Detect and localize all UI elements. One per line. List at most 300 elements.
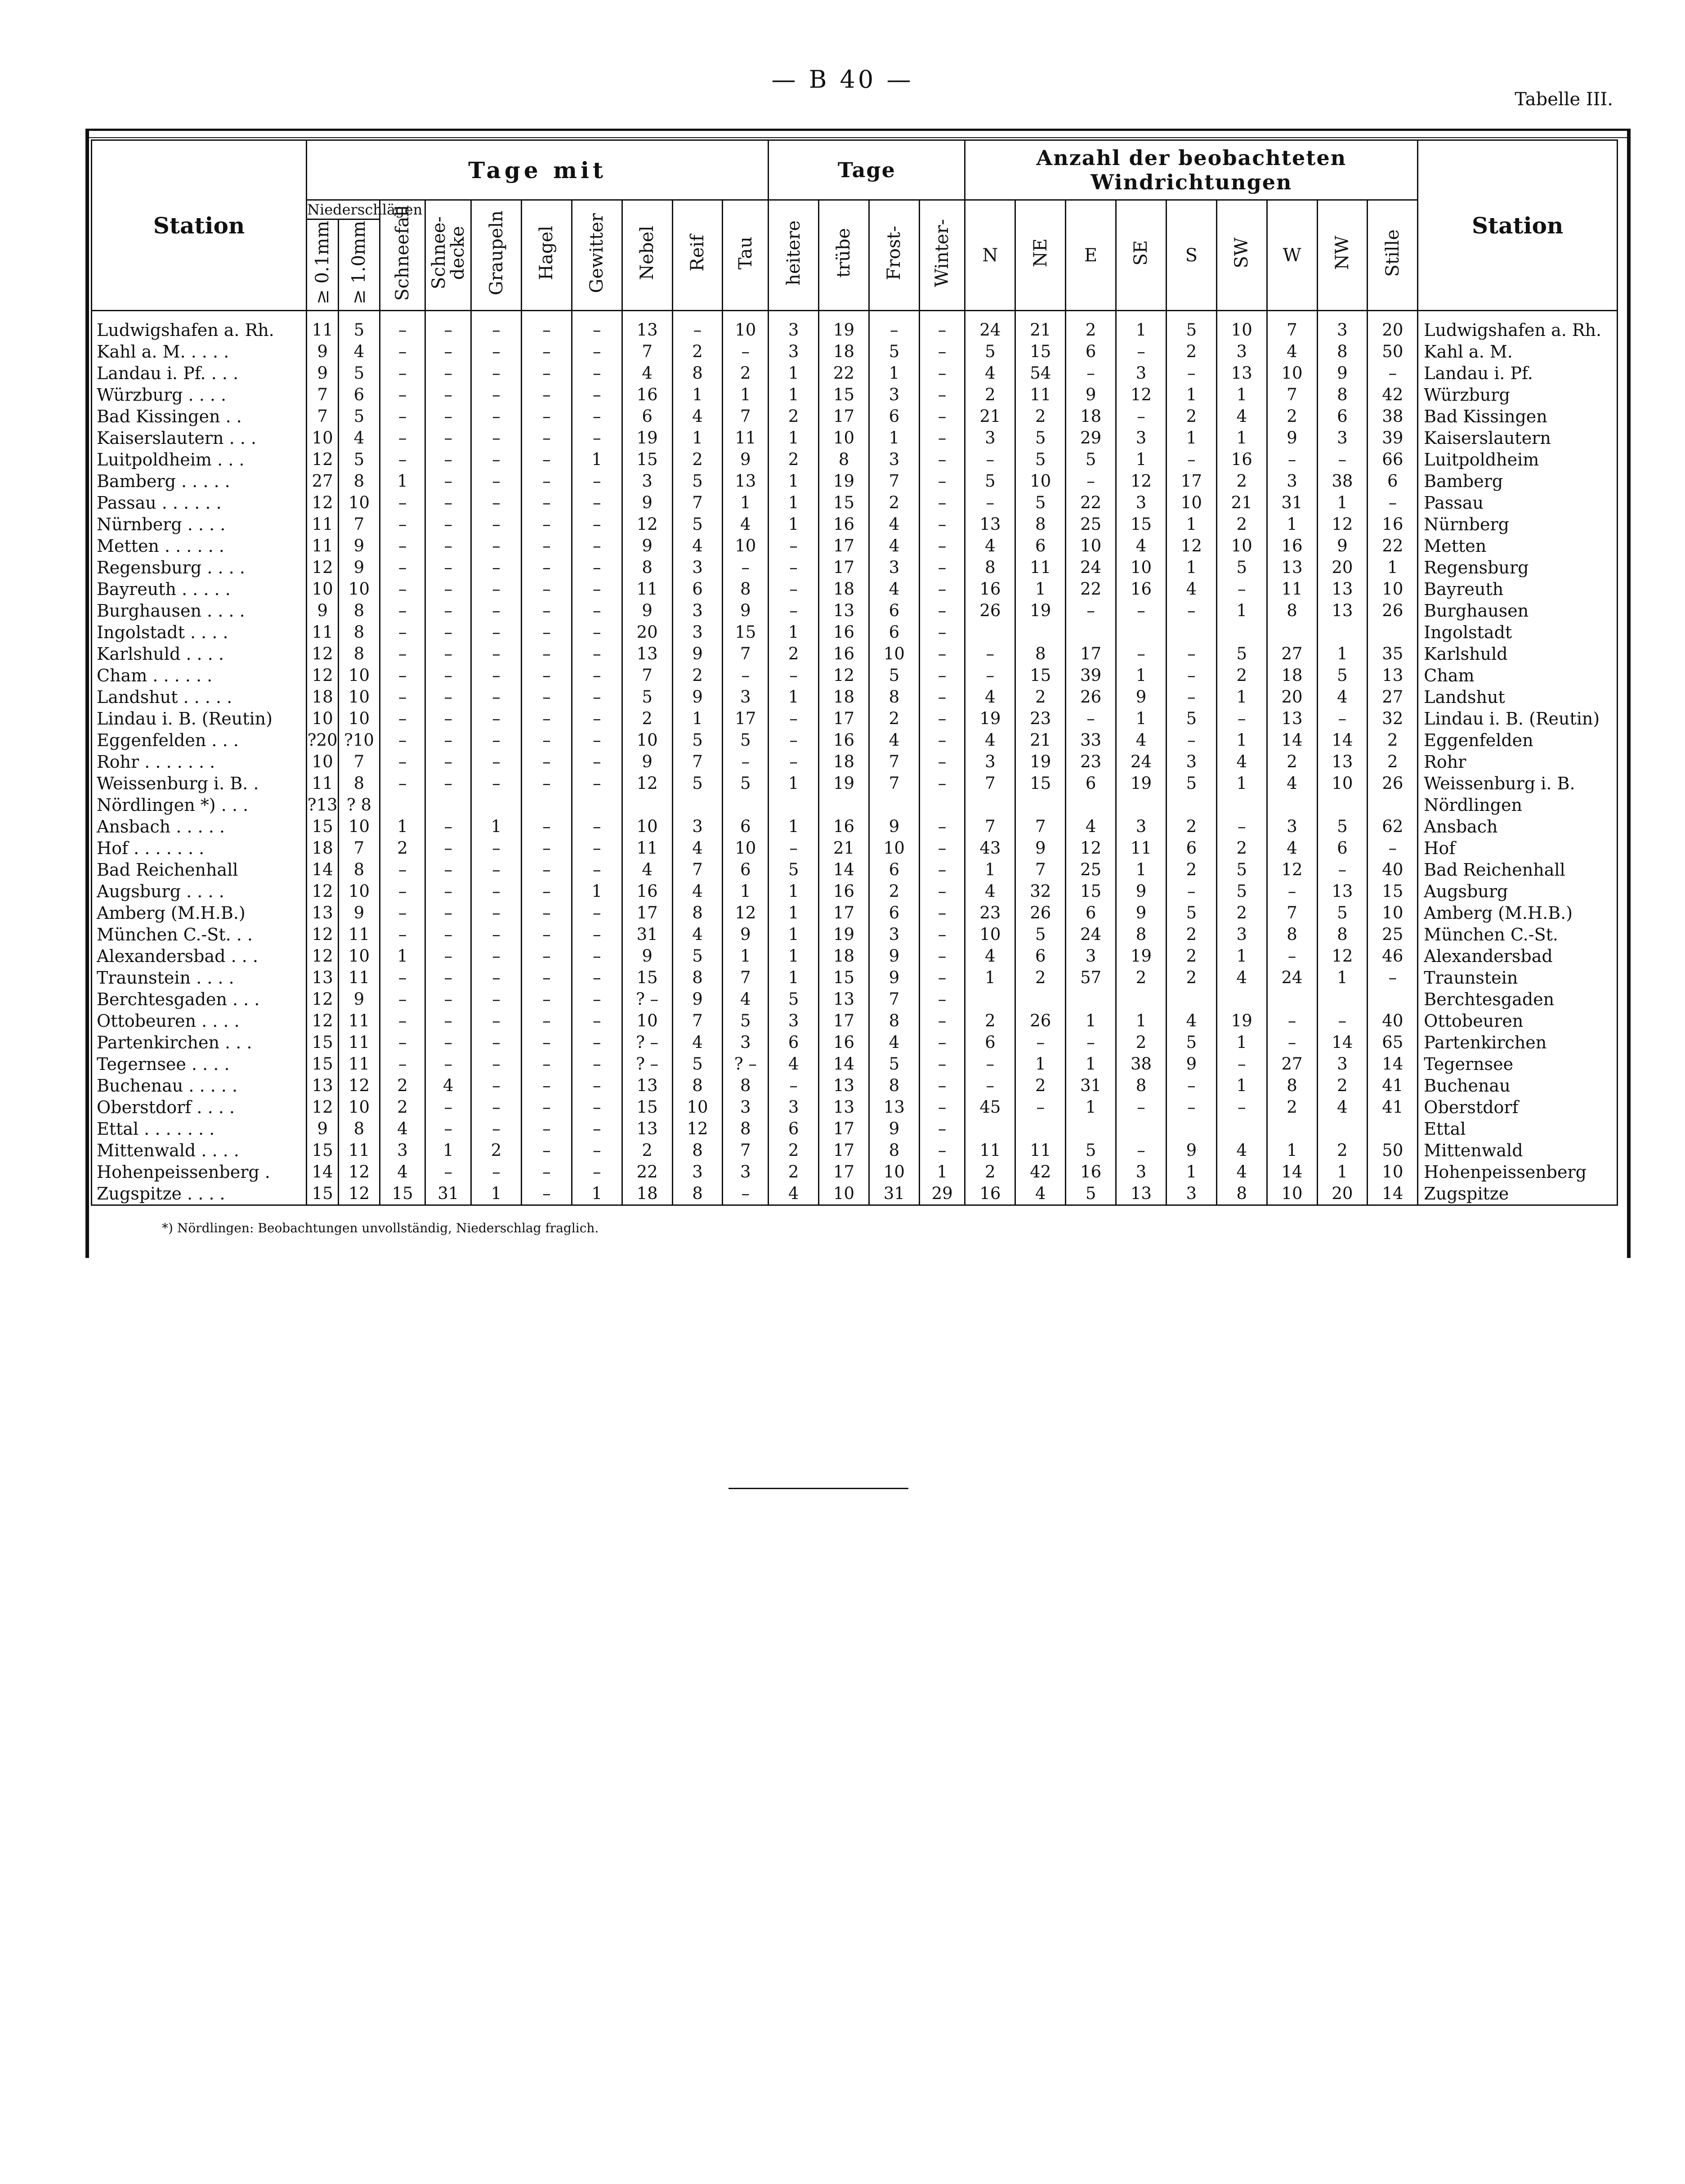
table-cell: 10 — [1368, 902, 1418, 924]
table-cell: 12 — [307, 665, 339, 686]
table-cell: 5 — [672, 470, 723, 492]
table-cell: 16 — [965, 1183, 1015, 1205]
table-cell: 9 — [622, 492, 672, 514]
table-cell: – — [1368, 363, 1418, 384]
table-cell: 11 — [622, 837, 672, 859]
table-cell: 5 — [769, 989, 819, 1010]
table-cell: 4 — [672, 924, 723, 945]
table-cell: 1 — [471, 816, 522, 837]
table-cell: 4 — [965, 535, 1015, 557]
table-cell: 13 — [723, 470, 769, 492]
table-row — [92, 665, 1618, 686]
table-cell: 4 — [339, 341, 380, 363]
table-cell: 18 — [307, 686, 339, 708]
table-cell: 8 — [672, 967, 723, 989]
station-name: Ludwigshafen a. Rh. — [92, 311, 307, 341]
table-cell: 26 — [1368, 600, 1418, 622]
table-cell: 3 — [672, 600, 723, 622]
table-cell: 2 — [380, 1075, 425, 1096]
table-cell: 9 — [622, 600, 672, 622]
table-cell: – — [1317, 449, 1368, 470]
table-cell: 10 — [1368, 578, 1418, 600]
table-cell: – — [572, 837, 622, 859]
table-cell: 9 — [307, 341, 339, 363]
table-cell: – — [521, 773, 572, 794]
table-cell: 6 — [622, 406, 672, 427]
table-cell: 16 — [622, 384, 672, 406]
table-cell: – — [521, 837, 572, 859]
table-cell: 12 — [622, 514, 672, 535]
table-cell: – — [723, 557, 769, 578]
table-cell: 7 — [723, 1140, 769, 1161]
table-cell: 4 — [1216, 1161, 1267, 1183]
table-cell: 4 — [965, 729, 1015, 751]
table-cell: 1 — [1216, 945, 1267, 967]
table-cell: 12 — [307, 881, 339, 902]
station-name-right: Passau — [1418, 492, 1618, 514]
col-header-nebel: Nebel — [622, 200, 672, 311]
table-cell: 15 — [622, 449, 672, 470]
table-cell: 6 — [769, 1118, 819, 1140]
table-cell: 8 — [339, 643, 380, 665]
table-row — [92, 945, 1618, 967]
table-cell: 21 — [1015, 729, 1066, 751]
table-cell: – — [672, 311, 723, 341]
table-cell: – — [471, 578, 522, 600]
table-cell: 25 — [1066, 514, 1116, 535]
table-cell: 8 — [1216, 1183, 1267, 1205]
table-cell: 25 — [1368, 924, 1418, 945]
table-cell: 4 — [1066, 816, 1116, 837]
col-header-winter: Winter- — [919, 200, 965, 311]
table-cell: 4 — [425, 1075, 471, 1096]
table-cell — [965, 622, 1015, 643]
table-cell: – — [380, 1010, 425, 1032]
table-cell: – — [425, 859, 471, 881]
table-cell: 7 — [1015, 859, 1066, 881]
table-cell: 2 — [380, 1096, 425, 1118]
table-cell: 5 — [869, 1053, 919, 1075]
table-cell: 12 — [307, 1010, 339, 1032]
table-cell: 4 — [622, 859, 672, 881]
table-cell: – — [919, 1053, 965, 1075]
table-cell: 10 — [307, 578, 339, 600]
table-cell: – — [425, 1161, 471, 1183]
table-cell: 7 — [339, 751, 380, 773]
table-cell: 5 — [769, 859, 819, 881]
table-cell: ? – — [622, 989, 672, 1010]
table-cell — [1015, 794, 1066, 816]
table-cell: 1 — [1166, 384, 1216, 406]
table-cell: 2 — [1317, 1075, 1368, 1096]
station-name-right: Rohr — [1418, 751, 1618, 773]
table-cell: 8 — [1267, 600, 1317, 622]
table-cell: – — [572, 514, 622, 535]
table-cell — [1066, 989, 1116, 1010]
table-cell: 9 — [622, 535, 672, 557]
table-cell: 1 — [769, 816, 819, 837]
table-cell: 7 — [622, 665, 672, 686]
table-cell: – — [471, 1161, 522, 1183]
table-cell: 22 — [622, 1161, 672, 1183]
table-cell: 2 — [723, 363, 769, 384]
table-cell: 40 — [1368, 1010, 1418, 1032]
station-name-right: Hohenpeissenberg — [1418, 1161, 1618, 1183]
table-cell: 9 — [723, 600, 769, 622]
table-cell: 1 — [1317, 1161, 1368, 1183]
table-cell: – — [1216, 816, 1267, 837]
table-cell: – — [919, 341, 965, 363]
table-cell: – — [919, 859, 965, 881]
table-cell: 11 — [307, 311, 339, 341]
table-cell: 9 — [1267, 427, 1317, 449]
station-name: Weissenburg i. B. . — [92, 773, 307, 794]
table-row — [92, 794, 1618, 816]
table-cell: 11 — [1015, 384, 1066, 406]
table-cell: 1 — [723, 945, 769, 967]
table-cell: 4 — [672, 406, 723, 427]
table-cell: – — [521, 600, 572, 622]
table-cell: – — [572, 600, 622, 622]
table-cell: 1 — [769, 924, 819, 945]
station-name: Oberstdorf . . . . — [92, 1096, 307, 1118]
table-cell: 4 — [1216, 751, 1267, 773]
table-cell: – — [471, 1118, 522, 1140]
table-cell: 11 — [723, 427, 769, 449]
station-name-right: Ludwigshafen a. Rh. — [1418, 311, 1618, 341]
table-cell: 2 — [622, 1140, 672, 1161]
table-cell: 27 — [1267, 643, 1317, 665]
table-cell: 9 — [1317, 363, 1368, 384]
table-cell: – — [572, 902, 622, 924]
table-row — [92, 622, 1618, 643]
table-cell: – — [380, 665, 425, 686]
table-cell: 2 — [1216, 902, 1267, 924]
table-cell: – — [521, 989, 572, 1010]
table-cell: 5 — [1066, 449, 1116, 470]
table-row — [92, 341, 1618, 363]
table-cell: 6 — [1368, 470, 1418, 492]
table-label: Tabelle III. — [1515, 89, 1613, 110]
table-cell: 8 — [1317, 341, 1368, 363]
table-cell: 32 — [1015, 881, 1066, 902]
station-name: Hohenpeissenberg . — [92, 1161, 307, 1183]
table-cell: – — [919, 816, 965, 837]
table-cell: – — [425, 816, 471, 837]
table-cell: – — [471, 643, 522, 665]
table-cell: 6 — [1066, 773, 1116, 794]
table-cell: – — [471, 945, 522, 967]
table-row — [92, 708, 1618, 729]
table-cell: – — [572, 773, 622, 794]
table-cell: – — [1066, 363, 1116, 384]
table-cell — [1368, 1118, 1418, 1140]
table-cell: – — [919, 643, 965, 665]
table-cell: 15 — [380, 1183, 425, 1205]
table-cell: – — [471, 1075, 522, 1096]
table-cell — [672, 794, 723, 816]
table-cell: 9 — [1116, 902, 1167, 924]
table-cell: 15 — [1015, 341, 1066, 363]
table-cell: 4 — [672, 535, 723, 557]
table-cell: 2 — [769, 643, 819, 665]
table-cell: 8 — [1267, 924, 1317, 945]
table-cell: 19 — [819, 924, 869, 945]
table-cell: – — [919, 1075, 965, 1096]
page-number: — B 40 — — [771, 65, 914, 94]
table-cell — [1166, 794, 1216, 816]
table-cell: – — [521, 492, 572, 514]
table-row — [92, 643, 1618, 665]
table-cell: 9 — [622, 751, 672, 773]
table-cell: 4 — [1267, 837, 1317, 859]
table-cell: – — [471, 751, 522, 773]
table-cell: 3 — [1216, 924, 1267, 945]
table-cell: 9 — [869, 967, 919, 989]
table-cell: 17 — [819, 535, 869, 557]
table-cell: 5 — [672, 729, 723, 751]
table-cell: – — [471, 535, 522, 557]
table-cell: 20 — [1317, 1183, 1368, 1205]
table-cell: 11 — [1116, 837, 1167, 859]
table-cell: – — [425, 881, 471, 902]
table-cell: 14 — [1368, 1053, 1418, 1075]
table-cell: – — [471, 406, 522, 427]
table-cell: 9 — [672, 643, 723, 665]
table-cell: 10 — [1216, 311, 1267, 341]
station-name-right: Karlshuld — [1418, 643, 1618, 665]
table-cell: 4 — [1317, 1096, 1368, 1118]
table-cell: 3 — [723, 1032, 769, 1053]
table-cell: 3 — [1166, 1183, 1216, 1205]
table-cell: 4 — [1216, 1140, 1267, 1161]
table-cell: 15 — [1116, 514, 1167, 535]
table-cell: – — [1166, 449, 1216, 470]
table-cell: 10 — [339, 708, 380, 729]
table-cell: 9 — [622, 945, 672, 967]
table-cell: – — [521, 470, 572, 492]
table-cell: 18 — [819, 578, 869, 600]
table-cell: – — [380, 902, 425, 924]
table-cell: 8 — [869, 1075, 919, 1096]
table-cell — [1368, 989, 1418, 1010]
table-cell: 16 — [819, 1032, 869, 1053]
table-cell: 9 — [339, 902, 380, 924]
table-cell: – — [471, 989, 522, 1010]
table-cell: – — [425, 751, 471, 773]
table-cell: 3 — [1116, 1161, 1167, 1183]
table-cell — [965, 794, 1015, 816]
table-cell: 15 — [307, 1032, 339, 1053]
table-cell: 4 — [869, 1032, 919, 1053]
table-cell: – — [769, 729, 819, 751]
station-name-right: Partenkirchen — [1418, 1032, 1618, 1053]
table-cell: 7 — [1267, 384, 1317, 406]
table-cell: 41 — [1368, 1075, 1418, 1096]
table-cell: – — [425, 622, 471, 643]
table-cell: – — [521, 1161, 572, 1183]
table-cell: 15 — [723, 622, 769, 643]
table-cell: 10 — [622, 816, 672, 837]
table-cell: 31 — [1267, 492, 1317, 514]
table-cell — [1116, 1118, 1167, 1140]
station-name: Rohr . . . . . . . — [92, 751, 307, 773]
table-cell: – — [425, 311, 471, 341]
table-cell: – — [965, 1075, 1015, 1096]
table-cell: – — [769, 557, 819, 578]
col-header-schneefall: Schneefall — [380, 200, 425, 311]
table-cell: 23 — [965, 902, 1015, 924]
table-cell: – — [521, 406, 572, 427]
table-cell: 8 — [1267, 1075, 1317, 1096]
table-cell: 4 — [1267, 773, 1317, 794]
table-cell: 13 — [965, 514, 1015, 535]
table-cell: – — [380, 535, 425, 557]
table-cell: – — [521, 816, 572, 837]
table-cell: 4 — [965, 686, 1015, 708]
table-cell: 16 — [1116, 578, 1167, 600]
table-cell: 13 — [1317, 600, 1368, 622]
table-cell: 4 — [723, 514, 769, 535]
table-cell: 11 — [307, 773, 339, 794]
table-cell: 17 — [1166, 470, 1216, 492]
table-cell: 62 — [1368, 816, 1418, 837]
station-name-right: Ottobeuren — [1418, 1010, 1618, 1032]
table-cell: – — [380, 557, 425, 578]
table-cell: 2 — [672, 341, 723, 363]
table-cell: 6 — [1066, 341, 1116, 363]
table-cell: 5 — [1015, 492, 1066, 514]
table-cell: 15 — [622, 967, 672, 989]
station-name: Luitpoldheim . . . — [92, 449, 307, 470]
table-cell: 9 — [723, 924, 769, 945]
table-row — [92, 1096, 1618, 1118]
table-cell: 17 — [819, 1161, 869, 1183]
table-row — [92, 729, 1618, 751]
col-header-w: W — [1267, 200, 1317, 311]
table-cell: – — [1317, 859, 1368, 881]
table-cell: 19 — [819, 311, 869, 341]
table-cell: 6 — [339, 384, 380, 406]
table-cell: 16 — [819, 514, 869, 535]
station-name: Amberg (M.H.B.) — [92, 902, 307, 924]
table-cell: 1 — [380, 945, 425, 967]
table-cell: 39 — [1066, 665, 1116, 686]
table-cell: 8 — [339, 622, 380, 643]
table-cell: 2 — [965, 1010, 1015, 1032]
table-cell: 16 — [819, 816, 869, 837]
table-cell: 7 — [622, 341, 672, 363]
station-name-right: Cham — [1418, 665, 1618, 686]
table-cell: 19 — [622, 427, 672, 449]
table-cell: 10 — [339, 492, 380, 514]
table-cell: 39 — [1368, 427, 1418, 449]
table-cell: – — [572, 924, 622, 945]
table-row — [92, 600, 1618, 622]
table-cell: 18 — [1066, 406, 1116, 427]
station-name: Cham . . . . . . — [92, 665, 307, 686]
wind-directions-header: Anzahl der beobachteten Windrichtungen — [965, 140, 1418, 200]
table-cell: 18 — [819, 686, 869, 708]
table-cell — [1216, 794, 1267, 816]
table-cell: 8 — [723, 1075, 769, 1096]
table-cell: – — [471, 427, 522, 449]
table-cell: 16 — [965, 578, 1015, 600]
table-cell: – — [425, 406, 471, 427]
table-cell: – — [919, 902, 965, 924]
table-row — [92, 492, 1618, 514]
table-cell: 17 — [819, 1118, 869, 1140]
table-cell: 2 — [869, 881, 919, 902]
table-row — [92, 449, 1618, 470]
table-cell: 26 — [965, 600, 1015, 622]
station-name-right: München C.-St. — [1418, 924, 1618, 945]
table-cell: 5 — [1317, 816, 1368, 837]
table-cell: – — [572, 1161, 622, 1183]
table-cell: 16 — [1267, 535, 1317, 557]
table-cell: 26 — [1066, 686, 1116, 708]
table-cell: 22 — [1066, 578, 1116, 600]
table-cell: 8 — [869, 1140, 919, 1161]
table-cell: 1 — [1368, 557, 1418, 578]
table-cell: 17 — [622, 902, 672, 924]
table-cell: 11 — [1267, 578, 1317, 600]
table-cell: 31 — [869, 1183, 919, 1205]
table-cell: – — [1116, 1140, 1167, 1161]
table-cell: – — [919, 773, 965, 794]
table-cell — [1267, 989, 1317, 1010]
table-cell: 1 — [425, 1140, 471, 1161]
table-cell: 1 — [1317, 492, 1368, 514]
table-cell: – — [572, 535, 622, 557]
table-cell: 1 — [672, 708, 723, 729]
table-cell: 3 — [769, 1010, 819, 1032]
table-cell: 12 — [307, 989, 339, 1010]
table-cell: 1 — [1166, 427, 1216, 449]
col-header-se: SE — [1116, 200, 1167, 311]
table-cell: 11 — [1015, 1140, 1066, 1161]
table-cell: – — [471, 470, 522, 492]
table-cell: 9 — [307, 1118, 339, 1140]
table-cell: 21 — [1216, 492, 1267, 514]
table-cell: – — [380, 686, 425, 708]
table-cell: – — [380, 773, 425, 794]
table-cell: – — [380, 341, 425, 363]
table-cell: – — [425, 708, 471, 729]
col-header-frost: Frost- — [869, 200, 919, 311]
table-cell: 5 — [1166, 773, 1216, 794]
table-cell: – — [380, 449, 425, 470]
table-cell — [1066, 1118, 1116, 1140]
table-cell: 11 — [339, 1010, 380, 1032]
station-name: Zugspitze . . . . — [92, 1183, 307, 1205]
station-name: Landau i. Pf. . . . — [92, 363, 307, 384]
station-name-right: Nürnberg — [1418, 514, 1618, 535]
table-cell: 14 — [1317, 729, 1368, 751]
table-cell: 13 — [307, 1075, 339, 1096]
col-header-tau: Tau — [723, 200, 769, 311]
table-cell: – — [769, 708, 819, 729]
table-cell: – — [1166, 1075, 1216, 1096]
table-cell: 14 — [1267, 729, 1317, 751]
table-cell: – — [425, 384, 471, 406]
table-cell: 54 — [1015, 363, 1066, 384]
table-cell: 5 — [339, 311, 380, 341]
table-cell: 18 — [622, 1183, 672, 1205]
table-cell: – — [425, 492, 471, 514]
table-cell: 4 — [1166, 1010, 1216, 1032]
table-cell: 14 — [1317, 1032, 1368, 1053]
